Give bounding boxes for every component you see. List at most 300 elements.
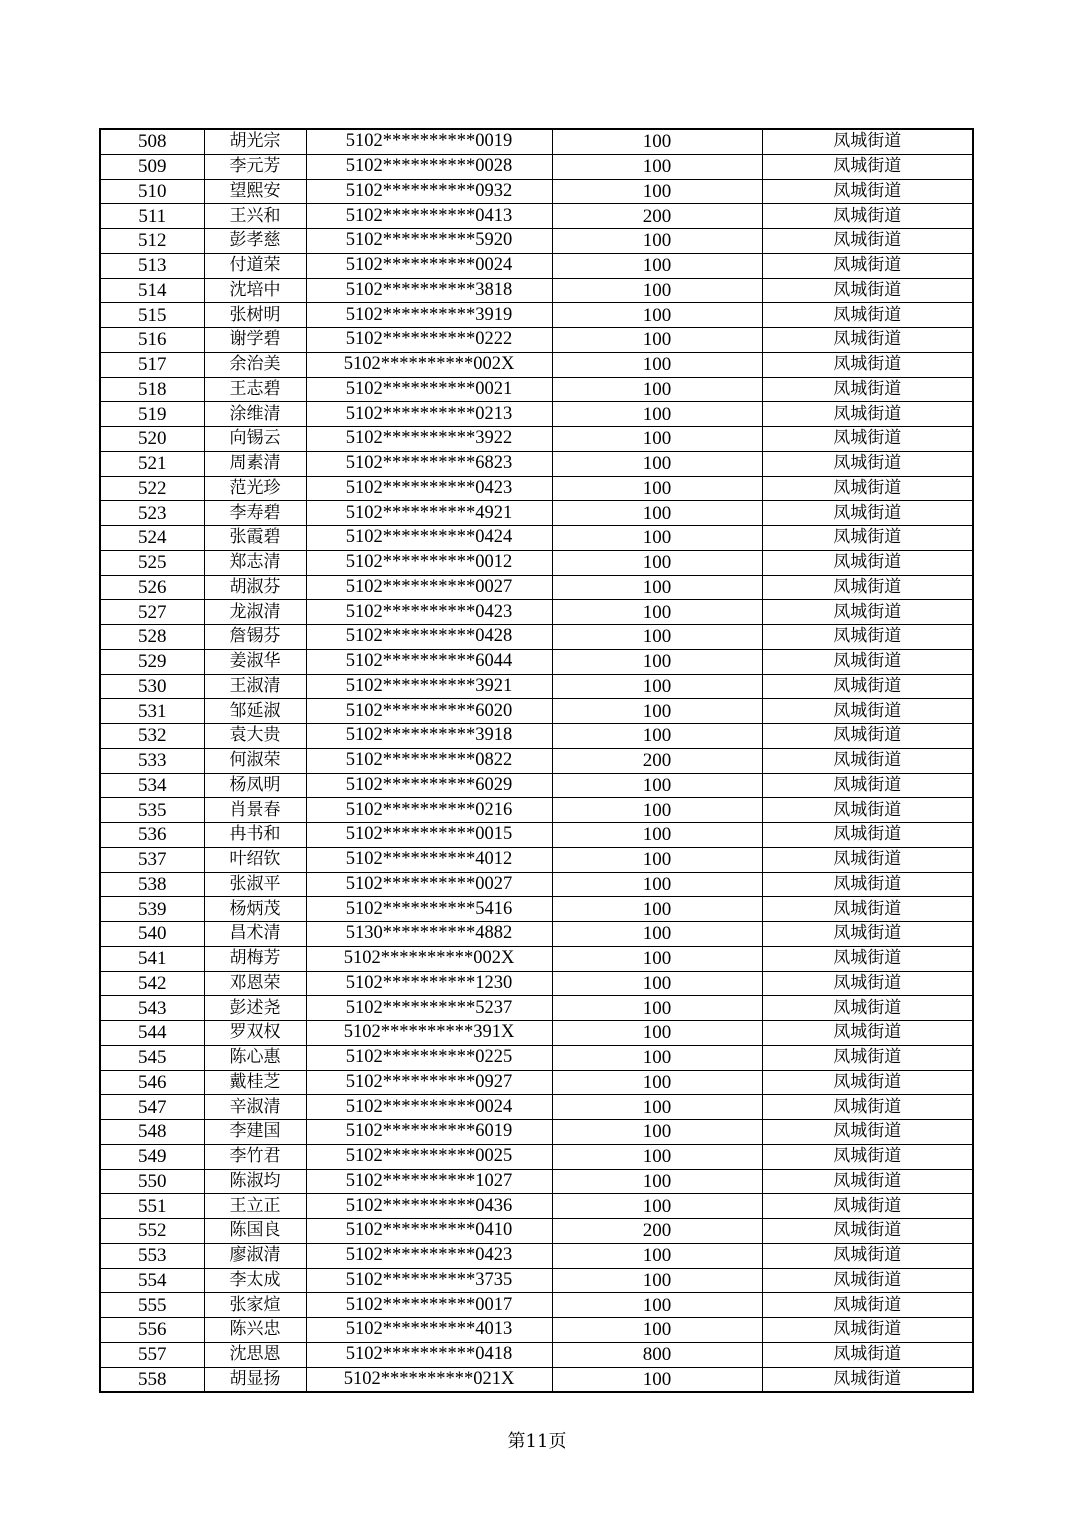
street-cell: 凤城街道 (762, 377, 973, 402)
person-name-cell: 陈国良 (204, 1219, 306, 1244)
id-number-cell: 5102**********0012 (306, 550, 552, 575)
street-cell: 凤城街道 (762, 427, 973, 452)
person-name-cell: 戴桂芝 (204, 1070, 306, 1095)
table-row (100, 1194, 973, 1219)
person-name-cell: 谢学碧 (204, 328, 306, 353)
id-number-cell: 5102**********3735 (306, 1268, 552, 1293)
row-index-cell: 553 (100, 1243, 204, 1268)
street-cell: 凤城街道 (762, 278, 973, 303)
row-index-cell: 530 (100, 674, 204, 699)
street-cell: 凤城街道 (762, 922, 973, 947)
id-number-cell: 5130**********4882 (306, 922, 552, 947)
amount-cell: 100 (552, 501, 762, 526)
row-index-cell: 527 (100, 600, 204, 625)
table-row (100, 501, 973, 526)
person-name-cell: 邹延淑 (204, 699, 306, 724)
street-cell: 凤城街道 (762, 699, 973, 724)
row-index-cell: 555 (100, 1293, 204, 1318)
amount-cell: 100 (552, 328, 762, 353)
table-row (100, 1268, 973, 1293)
row-index-cell: 540 (100, 922, 204, 947)
street-cell: 凤城街道 (762, 1268, 973, 1293)
id-number-cell: 5102**********0025 (306, 1144, 552, 1169)
id-number-cell: 5102**********0027 (306, 872, 552, 897)
street-cell: 凤城街道 (762, 253, 973, 278)
id-number-cell: 5102**********4921 (306, 501, 552, 526)
table-row (100, 550, 973, 575)
street-cell: 凤城街道 (762, 773, 973, 798)
street-cell: 凤城街道 (762, 1219, 973, 1244)
amount-cell: 100 (552, 971, 762, 996)
amount-cell: 100 (552, 526, 762, 551)
street-cell: 凤城街道 (762, 526, 973, 551)
street-cell: 凤城街道 (762, 575, 973, 600)
amount-cell: 100 (552, 798, 762, 823)
table-row (100, 847, 973, 872)
amount-cell: 100 (552, 1194, 762, 1219)
table-row (100, 352, 973, 377)
row-index-cell: 517 (100, 352, 204, 377)
id-number-cell: 5102**********1027 (306, 1169, 552, 1194)
street-cell: 凤城街道 (762, 1120, 973, 1145)
table-row (100, 303, 973, 328)
street-cell: 凤城街道 (762, 971, 973, 996)
amount-cell: 100 (552, 1045, 762, 1070)
amount-cell: 100 (552, 946, 762, 971)
person-name-cell: 付道荣 (204, 253, 306, 278)
amount-cell: 100 (552, 278, 762, 303)
table-row (100, 1169, 973, 1194)
amount-cell: 100 (552, 674, 762, 699)
row-index-cell: 532 (100, 724, 204, 749)
row-index-cell: 542 (100, 971, 204, 996)
id-number-cell: 5102**********0017 (306, 1293, 552, 1318)
amount-cell: 100 (552, 1367, 762, 1392)
person-name-cell: 杨炳茂 (204, 897, 306, 922)
amount-cell: 100 (552, 575, 762, 600)
id-number-cell: 5102**********0932 (306, 179, 552, 204)
row-index-cell: 548 (100, 1120, 204, 1145)
id-number-cell: 5102**********0027 (306, 575, 552, 600)
id-number-cell: 5102**********0423 (306, 600, 552, 625)
id-number-cell: 5102**********0410 (306, 1219, 552, 1244)
amount-cell: 100 (552, 476, 762, 501)
row-index-cell: 513 (100, 253, 204, 278)
street-cell: 凤城街道 (762, 1021, 973, 1046)
row-index-cell: 535 (100, 798, 204, 823)
street-cell: 凤城街道 (762, 1243, 973, 1268)
table-row (100, 1144, 973, 1169)
person-name-cell: 杨凤明 (204, 773, 306, 798)
table-row (100, 1021, 973, 1046)
person-name-cell: 向锡云 (204, 427, 306, 452)
person-name-cell: 胡淑芬 (204, 575, 306, 600)
data-table (99, 128, 974, 1393)
street-cell: 凤城街道 (762, 328, 973, 353)
person-name-cell: 龙淑清 (204, 600, 306, 625)
amount-cell: 100 (552, 1268, 762, 1293)
table-row (100, 946, 973, 971)
person-name-cell: 沈培中 (204, 278, 306, 303)
person-name-cell: 陈兴忠 (204, 1318, 306, 1343)
street-cell: 凤城街道 (762, 1367, 973, 1392)
id-number-cell: 5102**********0413 (306, 204, 552, 229)
person-name-cell: 詹锡芬 (204, 625, 306, 650)
amount-cell: 100 (552, 1021, 762, 1046)
person-name-cell: 望熙安 (204, 179, 306, 204)
table-row (100, 377, 973, 402)
person-name-cell: 李竹君 (204, 1144, 306, 1169)
street-cell: 凤城街道 (762, 649, 973, 674)
table-row (100, 229, 973, 254)
amount-cell: 100 (552, 1293, 762, 1318)
person-name-cell: 余治美 (204, 352, 306, 377)
person-name-cell: 郑志清 (204, 550, 306, 575)
row-index-cell: 522 (100, 476, 204, 501)
id-number-cell: 5102**********391X (306, 1021, 552, 1046)
id-number-cell: 5102**********002X (306, 946, 552, 971)
id-number-cell: 5102**********6019 (306, 1120, 552, 1145)
table-row (100, 1120, 973, 1145)
table-row (100, 328, 973, 353)
amount-cell: 100 (552, 253, 762, 278)
table-row (100, 823, 973, 848)
row-index-cell: 547 (100, 1095, 204, 1120)
street-cell: 凤城街道 (762, 476, 973, 501)
street-cell: 凤城街道 (762, 996, 973, 1021)
id-number-cell: 5102**********002X (306, 352, 552, 377)
table-row (100, 897, 973, 922)
amount-cell: 100 (552, 1144, 762, 1169)
amount-cell: 100 (552, 451, 762, 476)
id-number-cell: 5102**********1230 (306, 971, 552, 996)
street-cell: 凤城街道 (762, 550, 973, 575)
amount-cell: 100 (552, 352, 762, 377)
person-name-cell: 袁大贵 (204, 724, 306, 749)
row-index-cell: 529 (100, 649, 204, 674)
person-name-cell: 何淑荣 (204, 748, 306, 773)
row-index-cell: 523 (100, 501, 204, 526)
street-cell: 凤城街道 (762, 1194, 973, 1219)
id-number-cell: 5102**********0423 (306, 1243, 552, 1268)
amount-cell: 100 (552, 823, 762, 848)
person-name-cell: 张淑平 (204, 872, 306, 897)
street-cell: 凤城街道 (762, 625, 973, 650)
table-row (100, 699, 973, 724)
table-body (100, 129, 973, 1392)
person-name-cell: 陈淑均 (204, 1169, 306, 1194)
amount-cell: 100 (552, 996, 762, 1021)
person-name-cell: 胡梅芳 (204, 946, 306, 971)
street-cell: 凤城街道 (762, 129, 973, 154)
person-name-cell: 张家煊 (204, 1293, 306, 1318)
street-cell: 凤城街道 (762, 1045, 973, 1070)
table-row (100, 872, 973, 897)
row-index-cell: 531 (100, 699, 204, 724)
person-name-cell: 涂维清 (204, 402, 306, 427)
amount-cell: 100 (552, 1243, 762, 1268)
row-index-cell: 543 (100, 996, 204, 1021)
row-index-cell: 526 (100, 575, 204, 600)
street-cell: 凤城街道 (762, 946, 973, 971)
id-number-cell: 5102**********3818 (306, 278, 552, 303)
id-number-cell: 5102**********0225 (306, 1045, 552, 1070)
street-cell: 凤城街道 (762, 847, 973, 872)
amount-cell: 100 (552, 1070, 762, 1095)
row-index-cell: 533 (100, 748, 204, 773)
row-index-cell: 536 (100, 823, 204, 848)
row-index-cell: 549 (100, 1144, 204, 1169)
person-name-cell: 李太成 (204, 1268, 306, 1293)
amount-cell: 100 (552, 872, 762, 897)
table-row (100, 625, 973, 650)
amount-cell: 100 (552, 377, 762, 402)
amount-cell: 100 (552, 922, 762, 947)
amount-cell: 800 (552, 1342, 762, 1367)
row-index-cell: 545 (100, 1045, 204, 1070)
row-index-cell: 525 (100, 550, 204, 575)
street-cell: 凤城街道 (762, 179, 973, 204)
table-row (100, 600, 973, 625)
street-cell: 凤城街道 (762, 872, 973, 897)
person-name-cell: 叶绍钦 (204, 847, 306, 872)
amount-cell: 100 (552, 625, 762, 650)
id-number-cell: 5102**********0021 (306, 377, 552, 402)
table-row (100, 1219, 973, 1244)
amount-cell: 100 (552, 303, 762, 328)
person-name-cell: 王志碧 (204, 377, 306, 402)
amount-cell: 100 (552, 427, 762, 452)
street-cell: 凤城街道 (762, 501, 973, 526)
id-number-cell: 5102**********5416 (306, 897, 552, 922)
amount-cell: 100 (552, 402, 762, 427)
id-number-cell: 5102**********6044 (306, 649, 552, 674)
table-row (100, 1367, 973, 1392)
person-name-cell: 王立正 (204, 1194, 306, 1219)
street-cell: 凤城街道 (762, 823, 973, 848)
person-name-cell: 李寿碧 (204, 501, 306, 526)
table-row (100, 922, 973, 947)
id-number-cell: 5102**********6029 (306, 773, 552, 798)
table-row (100, 278, 973, 303)
amount-cell: 100 (552, 724, 762, 749)
id-number-cell: 5102**********3922 (306, 427, 552, 452)
amount-cell: 100 (552, 179, 762, 204)
table-row (100, 402, 973, 427)
amount-cell: 100 (552, 1169, 762, 1194)
table-row (100, 1293, 973, 1318)
amount-cell: 100 (552, 550, 762, 575)
street-cell: 凤城街道 (762, 1144, 973, 1169)
person-name-cell: 王兴和 (204, 204, 306, 229)
table-row (100, 154, 973, 179)
street-cell: 凤城街道 (762, 897, 973, 922)
table-row (100, 674, 973, 699)
amount-cell: 100 (552, 1095, 762, 1120)
row-index-cell: 534 (100, 773, 204, 798)
street-cell: 凤城街道 (762, 1169, 973, 1194)
id-number-cell: 5102**********0822 (306, 748, 552, 773)
id-number-cell: 5102**********0028 (306, 154, 552, 179)
id-number-cell: 5102**********3918 (306, 724, 552, 749)
street-cell: 凤城街道 (762, 724, 973, 749)
person-name-cell: 周素清 (204, 451, 306, 476)
id-number-cell: 5102**********0927 (306, 1070, 552, 1095)
table-row (100, 253, 973, 278)
row-index-cell: 515 (100, 303, 204, 328)
row-index-cell: 518 (100, 377, 204, 402)
table-row (100, 748, 973, 773)
amount-cell: 200 (552, 748, 762, 773)
row-index-cell: 550 (100, 1169, 204, 1194)
table-row (100, 1045, 973, 1070)
id-number-cell: 5102**********0024 (306, 253, 552, 278)
id-number-cell: 5102**********021X (306, 1367, 552, 1392)
id-number-cell: 5102**********0428 (306, 625, 552, 650)
id-number-cell: 5102**********3919 (306, 303, 552, 328)
id-number-cell: 5102**********6823 (306, 451, 552, 476)
row-index-cell: 541 (100, 946, 204, 971)
amount-cell: 100 (552, 1318, 762, 1343)
row-index-cell: 557 (100, 1342, 204, 1367)
street-cell: 凤城街道 (762, 1318, 973, 1343)
street-cell: 凤城街道 (762, 204, 973, 229)
id-number-cell: 5102**********6020 (306, 699, 552, 724)
person-name-cell: 李元芳 (204, 154, 306, 179)
person-name-cell: 王淑清 (204, 674, 306, 699)
row-index-cell: 539 (100, 897, 204, 922)
row-index-cell: 524 (100, 526, 204, 551)
id-number-cell: 5102**********0019 (306, 129, 552, 154)
table-row (100, 1243, 973, 1268)
street-cell: 凤城街道 (762, 1293, 973, 1318)
table-row (100, 1318, 973, 1343)
id-number-cell: 5102**********0418 (306, 1342, 552, 1367)
id-number-cell: 5102**********0423 (306, 476, 552, 501)
id-number-cell: 5102**********0213 (306, 402, 552, 427)
person-name-cell: 廖淑清 (204, 1243, 306, 1268)
id-number-cell: 5102**********0024 (306, 1095, 552, 1120)
row-index-cell: 508 (100, 129, 204, 154)
table-row (100, 649, 973, 674)
amount-cell: 100 (552, 773, 762, 798)
street-cell: 凤城街道 (762, 229, 973, 254)
id-number-cell: 5102**********5237 (306, 996, 552, 1021)
row-index-cell: 516 (100, 328, 204, 353)
person-name-cell: 昌术清 (204, 922, 306, 947)
amount-cell: 100 (552, 1120, 762, 1145)
person-name-cell: 张树明 (204, 303, 306, 328)
person-name-cell: 彭述尧 (204, 996, 306, 1021)
row-index-cell: 528 (100, 625, 204, 650)
person-name-cell: 肖景春 (204, 798, 306, 823)
row-index-cell: 544 (100, 1021, 204, 1046)
street-cell: 凤城街道 (762, 798, 973, 823)
id-number-cell: 5102**********5920 (306, 229, 552, 254)
table-row (100, 971, 973, 996)
row-index-cell: 538 (100, 872, 204, 897)
street-cell: 凤城街道 (762, 451, 973, 476)
amount-cell: 100 (552, 897, 762, 922)
row-index-cell: 509 (100, 154, 204, 179)
row-index-cell: 558 (100, 1367, 204, 1392)
row-index-cell: 519 (100, 402, 204, 427)
table-row (100, 575, 973, 600)
table-row (100, 724, 973, 749)
id-number-cell: 5102**********0436 (306, 1194, 552, 1219)
table-row (100, 798, 973, 823)
table-row (100, 204, 973, 229)
street-cell: 凤城街道 (762, 1095, 973, 1120)
person-name-cell: 胡显扬 (204, 1367, 306, 1392)
table-row (100, 996, 973, 1021)
row-index-cell: 520 (100, 427, 204, 452)
street-cell: 凤城街道 (762, 1070, 973, 1095)
street-cell: 凤城街道 (762, 674, 973, 699)
row-index-cell: 511 (100, 204, 204, 229)
person-name-cell: 沈思恩 (204, 1342, 306, 1367)
person-name-cell: 冉书和 (204, 823, 306, 848)
table-row (100, 1342, 973, 1367)
person-name-cell: 邓恩荣 (204, 971, 306, 996)
amount-cell: 100 (552, 129, 762, 154)
row-index-cell: 514 (100, 278, 204, 303)
amount-cell: 100 (552, 154, 762, 179)
street-cell: 凤城街道 (762, 748, 973, 773)
id-number-cell: 5102**********4013 (306, 1318, 552, 1343)
id-number-cell: 5102**********3921 (306, 674, 552, 699)
person-name-cell: 姜淑华 (204, 649, 306, 674)
person-name-cell: 辛淑清 (204, 1095, 306, 1120)
person-name-cell: 彭孝慈 (204, 229, 306, 254)
row-index-cell: 537 (100, 847, 204, 872)
page-number: 第11页 (507, 1431, 567, 1452)
row-index-cell: 546 (100, 1070, 204, 1095)
table-row (100, 773, 973, 798)
row-index-cell: 512 (100, 229, 204, 254)
table-row (100, 179, 973, 204)
street-cell: 凤城街道 (762, 352, 973, 377)
amount-cell: 100 (552, 847, 762, 872)
id-number-cell: 5102**********0424 (306, 526, 552, 551)
table-row (100, 1095, 973, 1120)
amount-cell: 200 (552, 204, 762, 229)
table-row (100, 427, 973, 452)
row-index-cell: 521 (100, 451, 204, 476)
id-number-cell: 5102**********0222 (306, 328, 552, 353)
table-row (100, 129, 973, 154)
table-row (100, 1070, 973, 1095)
id-number-cell: 5102**********4012 (306, 847, 552, 872)
row-index-cell: 551 (100, 1194, 204, 1219)
street-cell: 凤城街道 (762, 154, 973, 179)
table-row (100, 476, 973, 501)
amount-cell: 100 (552, 600, 762, 625)
amount-cell: 100 (552, 649, 762, 674)
row-index-cell: 552 (100, 1219, 204, 1244)
id-number-cell: 5102**********0015 (306, 823, 552, 848)
person-name-cell: 胡光宗 (204, 129, 306, 154)
amount-cell: 200 (552, 1219, 762, 1244)
id-number-cell: 5102**********0216 (306, 798, 552, 823)
person-name-cell: 范光珍 (204, 476, 306, 501)
person-name-cell: 张霞碧 (204, 526, 306, 551)
street-cell: 凤城街道 (762, 1342, 973, 1367)
row-index-cell: 554 (100, 1268, 204, 1293)
person-name-cell: 李建国 (204, 1120, 306, 1145)
row-index-cell: 510 (100, 179, 204, 204)
table-row (100, 451, 973, 476)
